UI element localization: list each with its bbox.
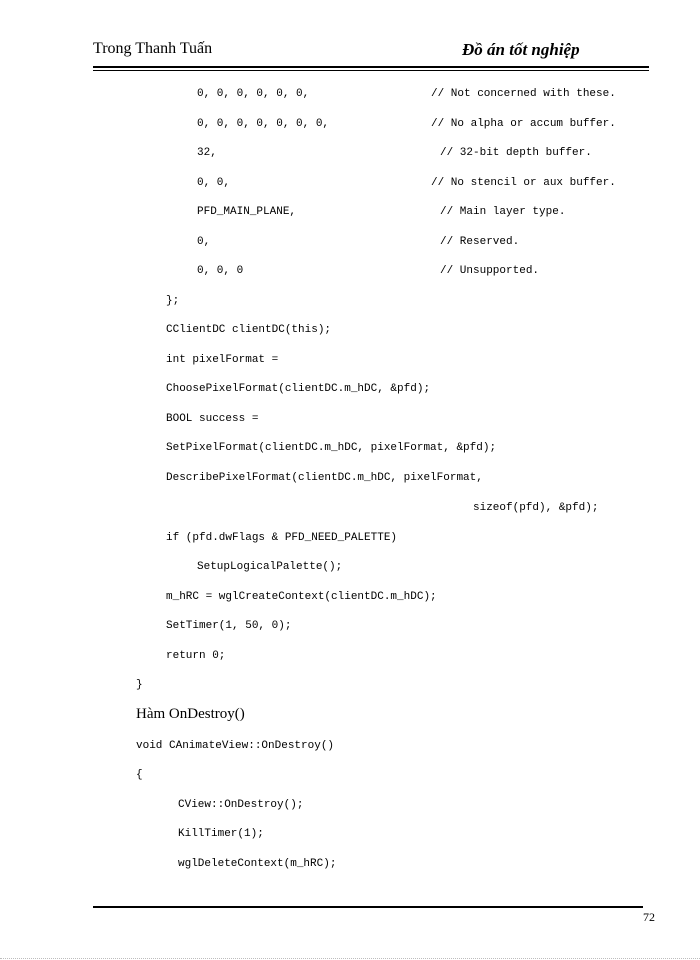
code-line: CClientDC clientDC(this); — [166, 324, 332, 336]
code-line: SetPixelFormat(clientDC.m_hDC, pixelFormat, &pfd); — [166, 442, 497, 454]
code-line: if (pfd.dwFlags & PFD_NEED_PALETTE) — [166, 532, 398, 544]
code-line: BOOL success = — [166, 413, 259, 425]
code-line: 0, — [197, 236, 211, 248]
code-line: }; — [166, 295, 180, 307]
page-edge-dotted-line — [0, 958, 700, 959]
header-rule-thin — [93, 70, 649, 71]
header-rule — [93, 66, 649, 68]
page-number: 72 — [643, 910, 655, 924]
code-line: } — [136, 679, 143, 691]
code-line: 0, 0, 0 — [197, 265, 244, 277]
code-line: void CAnimateView::OnDestroy() — [136, 740, 335, 752]
code-line: m_hRC = wglCreateContext(clientDC.m_hDC); — [166, 591, 437, 603]
code-line: { — [136, 769, 143, 781]
code-comment: // Reserved. — [440, 236, 520, 248]
code-line: PFD_MAIN_PLANE, — [197, 206, 297, 218]
code-line: sizeof(pfd), &pfd); — [473, 502, 599, 514]
header-author: Trong Thanh Tuấn — [93, 40, 213, 57]
code-line: int pixelFormat = — [166, 354, 279, 366]
code-line: SetTimer(1, 50, 0); — [166, 620, 292, 632]
code-comment: // Main layer type. — [440, 206, 566, 218]
code-line: SetupLogicalPalette(); — [197, 561, 343, 573]
footer-rule — [93, 906, 643, 908]
code-line: KillTimer(1); — [178, 828, 264, 840]
code-line: 0, 0, — [197, 177, 231, 189]
code-line: 0, 0, 0, 0, 0, 0, — [197, 88, 310, 100]
code-comment: // Not concerned with these. — [431, 88, 616, 100]
code-line: wglDeleteContext(m_hRC); — [178, 858, 337, 870]
code-line: ChoosePixelFormat(clientDC.m_hDC, &pfd); — [166, 383, 431, 395]
code-comment: // 32-bit depth buffer. — [440, 147, 592, 159]
code-line: return 0; — [166, 650, 226, 662]
header-title: Đồ án tốt nghiệp — [462, 40, 580, 59]
code-comment: // No alpha or accum buffer. — [431, 118, 616, 130]
code-line: CView::OnDestroy(); — [178, 799, 304, 811]
code-comment: // Unsupported. — [440, 265, 540, 277]
code-line: 0, 0, 0, 0, 0, 0, 0, — [197, 118, 330, 130]
section-heading: Hàm OnDestroy() — [136, 706, 245, 722]
code-line: 32, — [197, 147, 217, 159]
code-line: DescribePixelFormat(clientDC.m_hDC, pixelFormat, — [166, 472, 483, 484]
code-comment: // No stencil or aux buffer. — [431, 177, 616, 189]
